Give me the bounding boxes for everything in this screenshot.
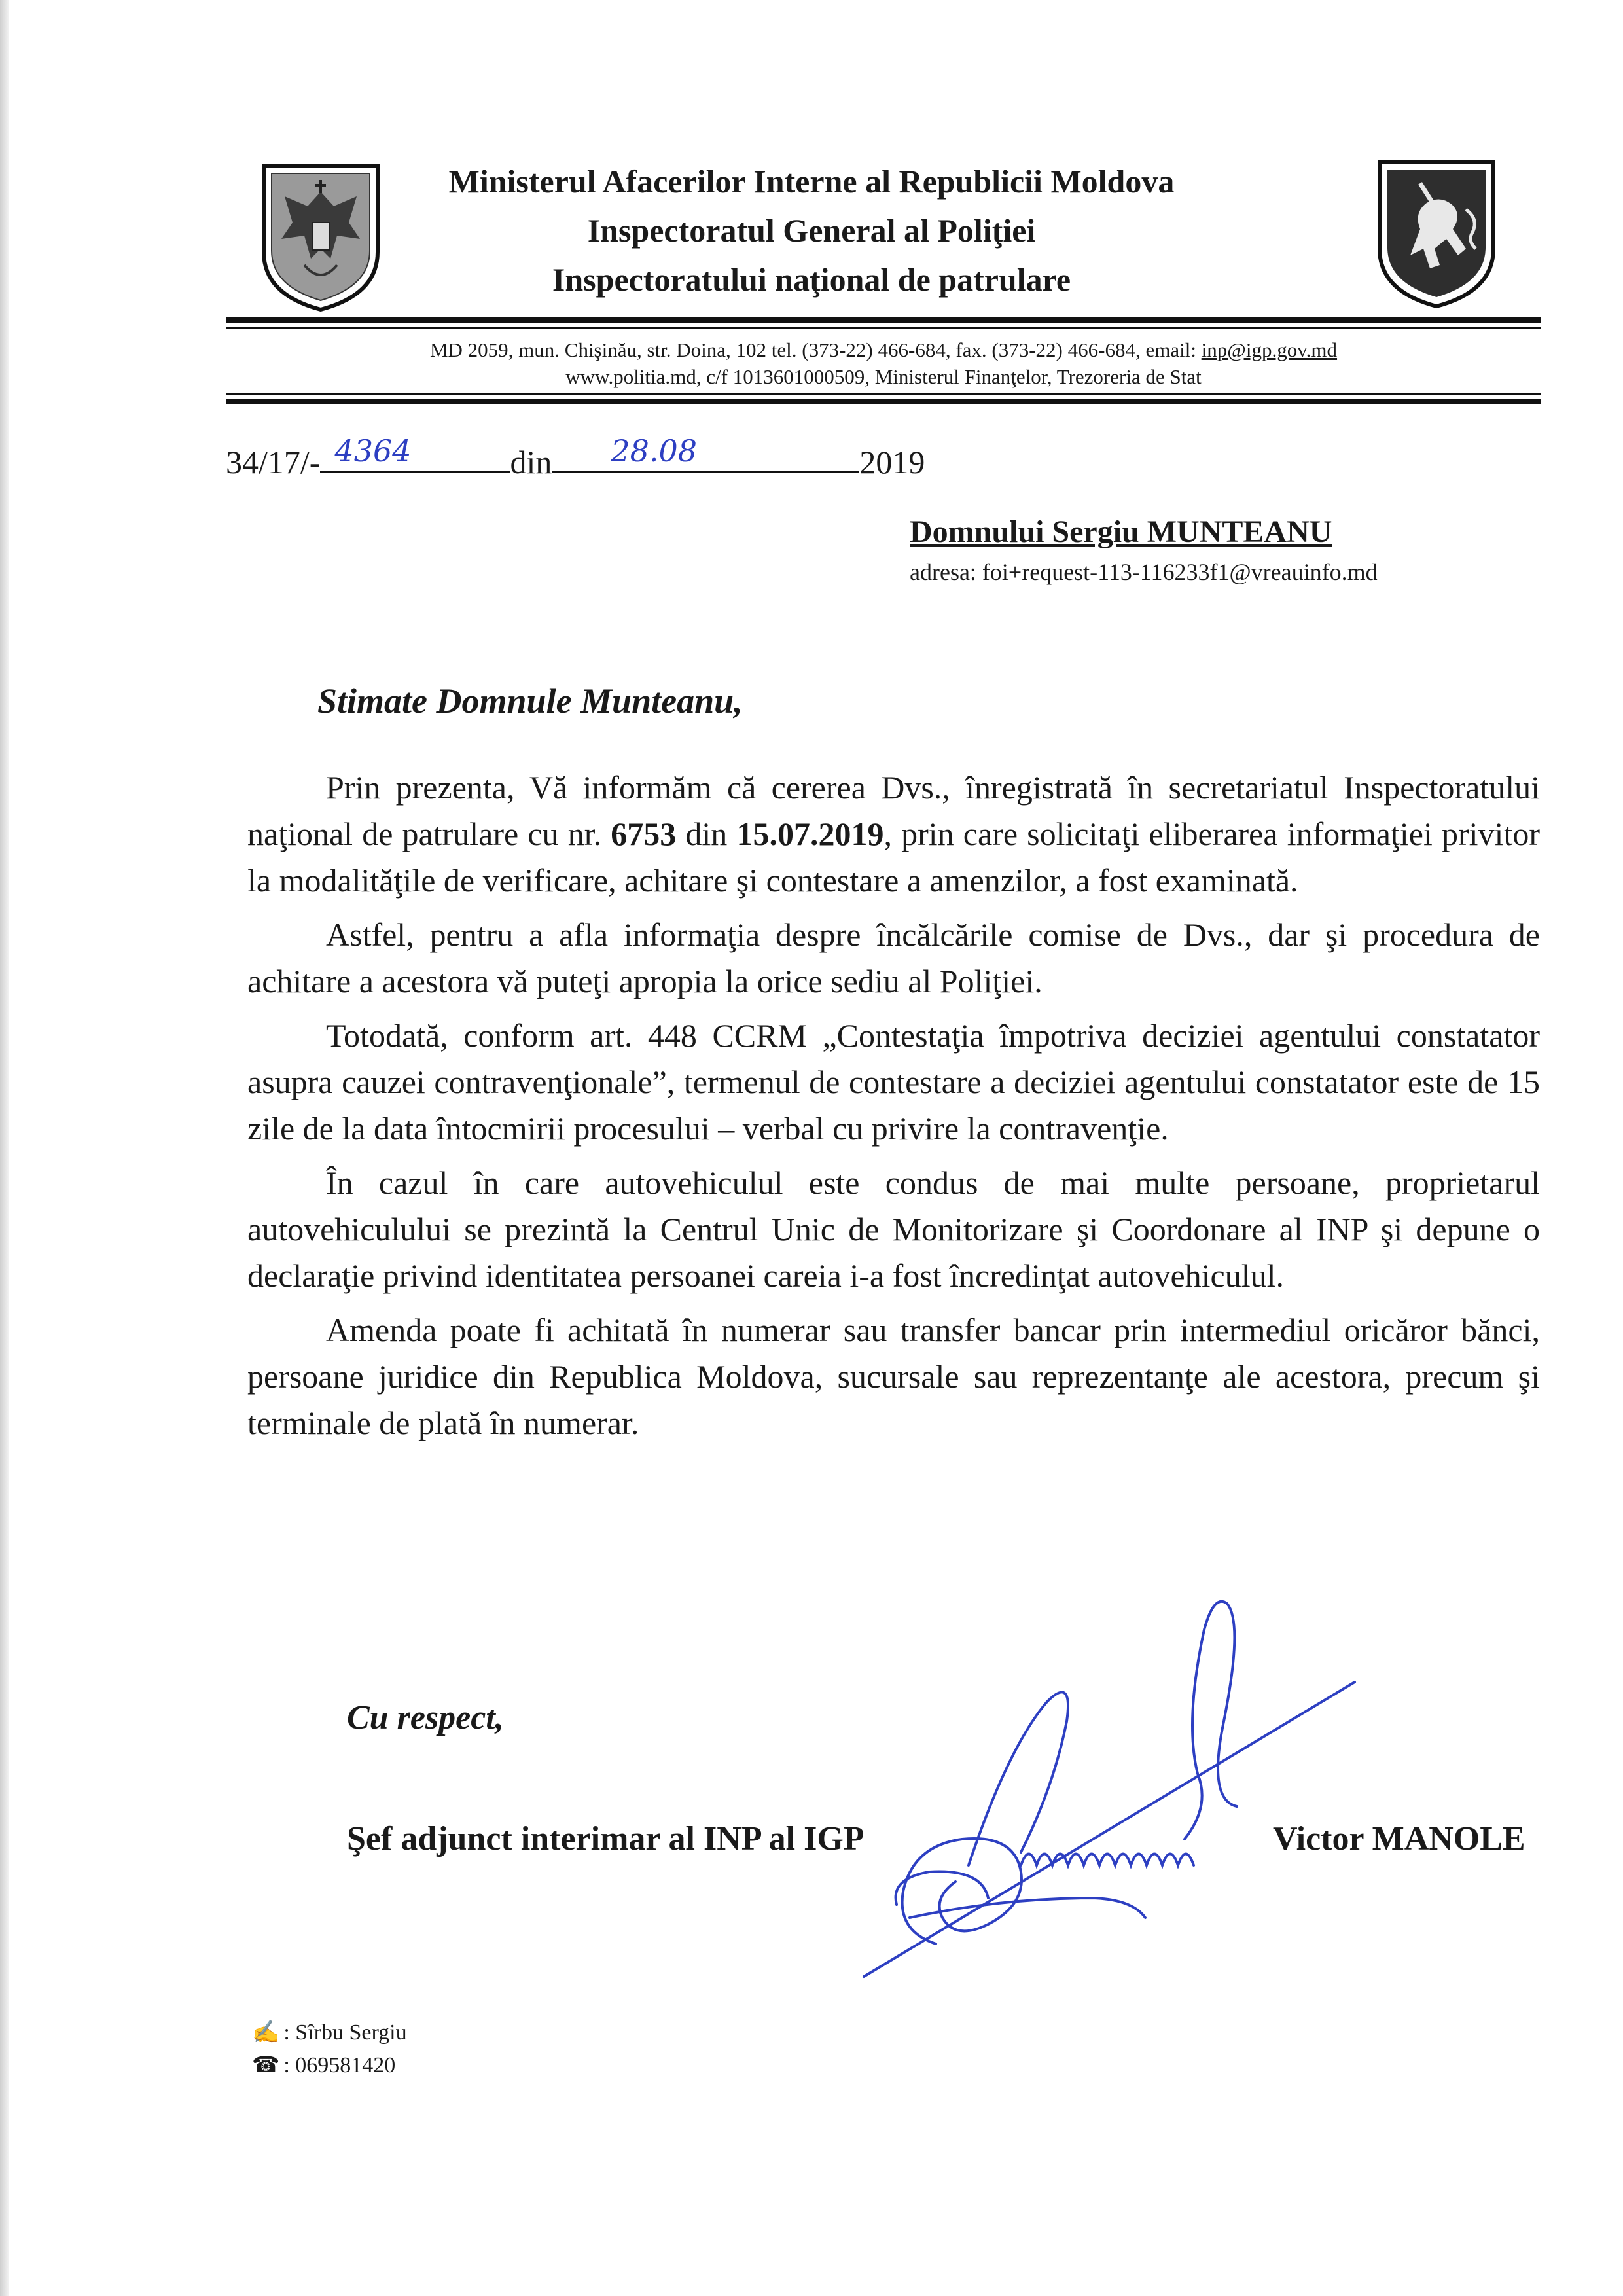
- paragraph-1-part-2: din: [676, 816, 737, 852]
- paragraph-4: În cazul în care autovehiculul este condus de mai multe persoane, proprietarul autovehiculului se prezintă la Centrul Unic de Monitorizare şi Coordonare al INP şi depune o declaraţie privind identitatea persoanei careia i-a fost încredinţat autovehiculul.: [247, 1164, 1540, 1294]
- header-rule-bottom-thin: [226, 393, 1541, 395]
- signatory-title: Şef adjunct interimar al INP al IGP: [347, 1820, 865, 1857]
- request-date: 15.07.2019: [736, 816, 884, 852]
- reference-date-handwritten: 28.08: [611, 433, 698, 469]
- request-number: 6753: [611, 816, 677, 852]
- signatory-name: Victor MANOLE: [1273, 1820, 1525, 1857]
- paragraph-1-part-1: Prin prezenta, Vă informăm că cererea Dvs., înregistrată în secretariatul Inspectoratului naţional de patrulare cu nr.: [247, 769, 1540, 852]
- inspectorate-patrol-title: Inspectoratului naţional de patrulare: [552, 261, 1071, 298]
- salutation: Stimate Domnule Munteanu,: [317, 681, 743, 721]
- contact-address: MD 2059, mun. Chişinău, str. Doina, 102 tel. (373-22) 466-684, fax. (373-22) 466-684, email:: [429, 338, 1202, 361]
- reference-line: [226, 433, 925, 481]
- reference-date-blank: [552, 433, 859, 473]
- reference-din: din: [510, 444, 552, 480]
- reference-number-handwritten: 4364: [334, 433, 412, 469]
- reference-number-blank: [320, 433, 510, 473]
- telephone-icon: ☎: [252, 2053, 280, 2077]
- executor-name-line: [252, 2019, 407, 2045]
- paragraph-3: Totodată, conform art. 448 CCRM „Contestaţia împotriva deciziei agentului constatator asupra cauzei contravenţionale”, termenul de contestare a deciziei agentului constatator este de 15 zile de la data întocmirii procesului – verbal cu privire la contravenţie.: [247, 1017, 1540, 1147]
- closing: Cu respect,: [347, 1699, 504, 1736]
- header-rule-top: [226, 317, 1541, 323]
- contact-email[interactable]: inp@igp.gov.md: [1201, 338, 1338, 361]
- contact-line-1: [226, 338, 1541, 362]
- ministry-title: Ministerul Afacerilor Interne al Republicii Moldova: [448, 163, 1175, 200]
- handwritten-signature: [857, 1590, 1368, 1996]
- executor-phone-line: [252, 2052, 395, 2078]
- letter-body: [247, 764, 1540, 1454]
- executor-phone: : 069581420: [283, 2053, 396, 2077]
- paragraph-2: Astfel, pentru a afla informaţia despre încălcările comise de Dvs., dar şi procedura de achitare a acestora vă puteţi apropia la orice sediu al Poliţiei.: [247, 916, 1540, 999]
- recipient-name: Domnului Sergiu MUNTEANU: [910, 514, 1332, 549]
- header-rule-bottom: [226, 399, 1541, 404]
- reference-prefix: 34/17/-: [226, 444, 321, 480]
- scan-edge: [0, 0, 9, 2296]
- recipient-address: adresa: foi+request-113-116233f1@vreauinfo.md: [910, 559, 1378, 585]
- contact-line-2: www.politia.md, c/f 1013601000509, Ministerul Finanţelor, Trezoreria de Stat: [565, 365, 1202, 388]
- inspectorate-general-title: Inspectoratul General al Poliţiei: [587, 212, 1036, 249]
- writing-hand-icon: ✍: [252, 2020, 280, 2045]
- header-rule-top-thin: [226, 327, 1541, 329]
- paragraph-5: Amenda poate fi achitată în numerar sau transfer bancar prin intermediul oricăror bănci, persoane juridice din Republica Moldova, sucursale sau reprezentanţe ale acestora, precum şi terminale de plată în numerar.: [247, 1312, 1540, 1441]
- paragraph-1: [247, 764, 1540, 904]
- paragraph-1-part-3: , prin care solicitaţi eliberarea informaţiei privitor la modalităţile de verificare, achitare şi contestare a amenzilor, a fost examinată.: [247, 816, 1540, 899]
- executor-name: : Sîrbu Sergiu: [283, 2020, 407, 2045]
- reference-year: 2019: [859, 444, 925, 480]
